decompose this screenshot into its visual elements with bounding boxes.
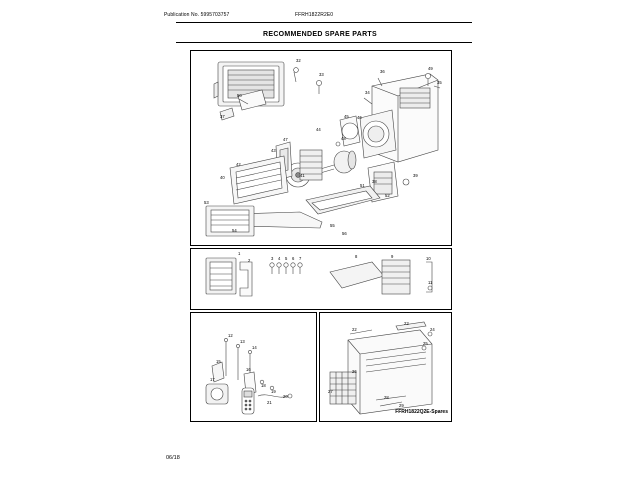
- callout-number: 51: [360, 183, 365, 188]
- diagram-label: FFRH1822Q2E-Spares: [395, 409, 448, 415]
- callout-number: 53: [204, 200, 209, 205]
- callout-number: 45: [344, 114, 349, 119]
- callout-number: 15: [216, 359, 221, 364]
- callout-number: 36: [380, 69, 385, 74]
- callout-number: 35: [437, 80, 442, 85]
- callout-number: 23: [404, 321, 409, 326]
- callout-number: 39: [413, 173, 418, 178]
- callout-number: 16: [246, 367, 251, 372]
- callout-number: 24: [430, 327, 435, 332]
- callout-number: 50: [237, 93, 242, 98]
- callout-number: 28: [384, 395, 389, 400]
- callout-number: 25: [423, 341, 428, 346]
- callout-number: 56: [342, 231, 347, 236]
- callout-number: 29: [399, 403, 404, 408]
- callout-number: 17: [210, 377, 215, 382]
- callout-number: 2: [248, 258, 251, 263]
- callout-number: 9: [391, 254, 394, 259]
- callout-number: 26: [352, 369, 357, 374]
- callout-number: 42: [236, 162, 241, 167]
- callout-number: 6: [292, 256, 295, 261]
- callout-number: 37: [220, 114, 225, 119]
- callout-number: 12: [228, 333, 233, 338]
- callout-number: 10: [426, 256, 431, 261]
- callout-number: 38: [372, 179, 377, 184]
- callout-number: 8: [355, 254, 358, 259]
- callout-number: 55: [330, 223, 335, 228]
- callout-number: 14: [252, 345, 257, 350]
- callout-number: 52: [385, 193, 390, 198]
- callout-number: 54: [232, 228, 237, 233]
- model-number: FFRH1822R2E0: [295, 12, 334, 18]
- publication-number: Publication No. 5995703757: [164, 12, 230, 18]
- callout-number: 20: [283, 394, 288, 399]
- callout-number: 13: [240, 339, 245, 344]
- callout-number: 43: [271, 148, 276, 153]
- callout-number: 21: [267, 400, 272, 405]
- callout-number: 49: [428, 66, 433, 71]
- callout-number: 5: [285, 256, 288, 261]
- callout-number: 22: [352, 327, 357, 332]
- callout-number: 47: [283, 137, 288, 142]
- callout-number: 41: [300, 173, 305, 178]
- callout-number: 18: [261, 383, 266, 388]
- callout-number: 32: [296, 58, 301, 63]
- callout-number: 11: [428, 280, 433, 285]
- callout-number: 7: [299, 256, 302, 261]
- callout-number: 3: [271, 256, 274, 261]
- callout-number: 33: [319, 72, 324, 77]
- callout-number: 48: [341, 136, 346, 141]
- callout-number: 34: [365, 90, 370, 95]
- callout-number: 44: [316, 127, 321, 132]
- callout-number: 1: [238, 251, 241, 256]
- callout-number: 19: [271, 389, 276, 394]
- callout-number: 4: [278, 256, 281, 261]
- page-title: RECOMMENDED SPARE PARTS: [263, 31, 377, 38]
- callout-number: 46: [357, 115, 362, 120]
- callout-number: 27: [328, 389, 333, 394]
- footer-date: 06/18: [166, 455, 180, 461]
- callout-number: 40: [220, 175, 225, 180]
